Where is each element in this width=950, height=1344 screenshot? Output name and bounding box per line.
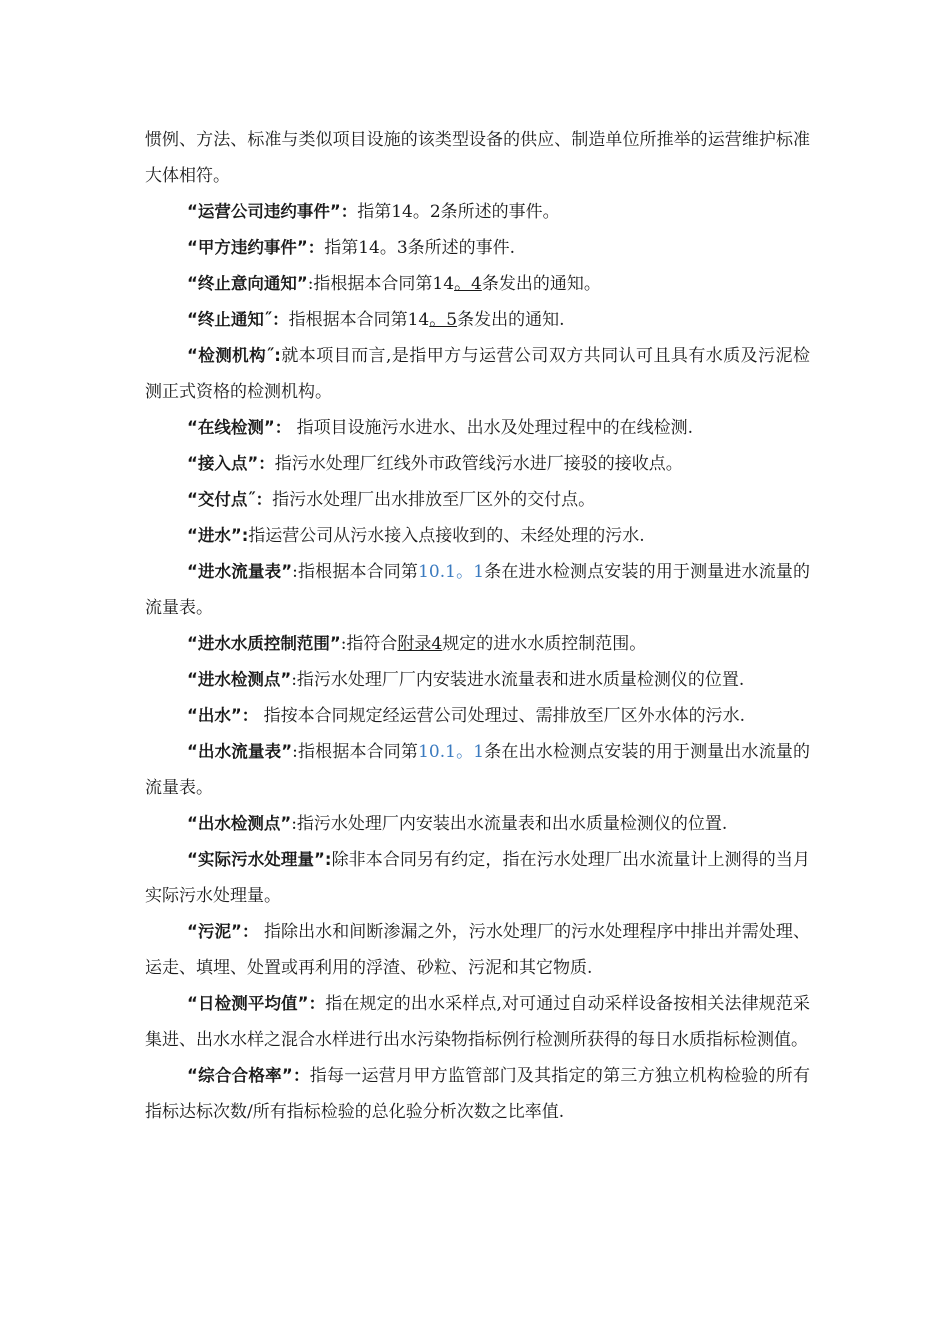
definition-paragraph: [145, 1058, 810, 1130]
defined-term: “运营公司违约事件”：: [187, 202, 358, 221]
definition-paragraph: [145, 410, 810, 446]
defined-term: “综合合格率”：: [187, 1066, 310, 1085]
definition-paragraph: [145, 302, 810, 338]
text-run: 规定的进水水质控制范围。: [442, 634, 647, 654]
text-run: 就本项目而言,是指甲方与运营公司双方共同认可且具有水质及污泥检测正式资格的检测机构。: [145, 346, 810, 402]
defined-term: “在线检测”：: [187, 418, 292, 437]
clause-reference: 。5: [429, 310, 458, 330]
definition-paragraph: [145, 446, 810, 482]
defined-term: “出水”：: [187, 706, 259, 725]
defined-term: “进水流量表”: [187, 562, 293, 581]
text-run: 指根据本合同第14: [288, 310, 430, 330]
text-run: 除非本合同另有约定，指在污水处理厂出水流量计上测得的当月实际污水处理量。: [145, 850, 810, 906]
text-run: :指污水处理厂内安装出水流量表和出水质量检测仪的位置.: [291, 814, 728, 834]
text-run: 指第14。3条所述的事件.: [324, 238, 516, 258]
paragraph: [145, 122, 810, 194]
defined-term: “出水检测点”: [187, 814, 292, 833]
text-run: 指第14。2条所述的事件。: [357, 202, 560, 222]
definition-paragraph: [145, 338, 810, 410]
defined-term: “接入点”：: [187, 454, 275, 473]
definition-paragraph: [145, 806, 810, 842]
text-run: 指在规定的出水采样点,对可通过自动采样设备按相关法律规范采集进、出水水样之混合水样进行出水污染物指标例行检测所获得的每日水质指标检测值。: [145, 994, 810, 1050]
defined-term: “进水检测点”: [187, 670, 292, 689]
defined-term: “检测机构˝:: [187, 346, 281, 365]
defined-term: “日检测平均值”：: [187, 994, 326, 1013]
text-run: 条在进水检测点安装的用于测量进水流量的流量表。: [145, 562, 811, 618]
defined-term: “污泥”：: [187, 922, 259, 941]
document-page: [145, 122, 810, 1130]
definition-paragraph: [145, 518, 810, 554]
clause-link[interactable]: 10.1。1: [418, 562, 485, 582]
text-run: 条发出的通知。: [481, 274, 601, 294]
defined-term: “终止意向通知”: [187, 274, 308, 293]
definition-paragraph: [145, 482, 810, 518]
text-run: 指污水处理厂红线外市政管线污水进厂接驳的接收点。: [274, 454, 683, 474]
text-run: 条发出的通知.: [457, 310, 565, 330]
definition-paragraph: [145, 626, 810, 662]
text-run: :指污水处理厂厂内安装进水流量表和进水质量检测仪的位置.: [291, 670, 745, 690]
definition-paragraph: [145, 230, 810, 266]
definition-paragraph: [145, 662, 810, 698]
text-run: :指根据本合同第: [292, 742, 419, 762]
text-run: 指项目设施污水进水、出水及处理过程中的在线检测.: [291, 418, 694, 438]
definition-paragraph: [145, 554, 810, 626]
text-run: :指根据本合同第: [292, 562, 419, 582]
text-run: 条在出水检测点安装的用于测量出水流量的流量表。: [145, 742, 811, 798]
text-run: :指根据本合同第14: [307, 274, 455, 294]
definition-paragraph: [145, 914, 810, 986]
clause-link[interactable]: 10.1。1: [418, 742, 485, 762]
text-run: 指按本合同规定经运营公司处理过、需排放至厂区外水体的污水.: [258, 706, 746, 726]
defined-term: “出水流量表”: [187, 742, 293, 761]
definition-paragraph: [145, 266, 810, 302]
defined-term: “实际污水处理量”:: [187, 850, 332, 869]
text-run: :指符合: [340, 634, 398, 654]
definition-paragraph: [145, 194, 810, 230]
defined-term: “进水”:: [187, 526, 249, 545]
text-run: 指污水处理厂出水排放至厂区外的交付点。: [272, 490, 596, 510]
text-run: 惯例、方法、标准与类似项目设施的该类型设备的供应、制造单位所推举的运营维护标准大体相符。: [145, 130, 810, 186]
defined-term: “终止通知˝：: [187, 310, 289, 329]
defined-term: “甲方违约事件”：: [187, 238, 325, 257]
clause-reference: 。4: [454, 274, 482, 294]
definition-paragraph: [145, 698, 810, 734]
appendix-reference: 附录4: [397, 634, 443, 654]
defined-term: “进水水质控制范围”: [187, 634, 341, 653]
definition-paragraph: [145, 986, 810, 1058]
definition-paragraph: [145, 842, 810, 914]
definition-paragraph: [145, 734, 810, 806]
defined-term: “交付点˝：: [187, 490, 273, 509]
text-run: 指除出水和间断渗漏之外，污水处理厂的污水处理程序中排出并需处理、运走、填埋、处置或再利用的浮渣、砂粒、污泥和其它物质.: [145, 922, 810, 978]
text-run: 指每一运营月甲方监管部门及其指定的第三方独立机构检验的所有指标达标次数/所有指标检验的总化验分析次数之比率值.: [145, 1066, 810, 1122]
text-run: 指运营公司从污水接入点接收到的、未经处理的污水.: [248, 526, 645, 546]
